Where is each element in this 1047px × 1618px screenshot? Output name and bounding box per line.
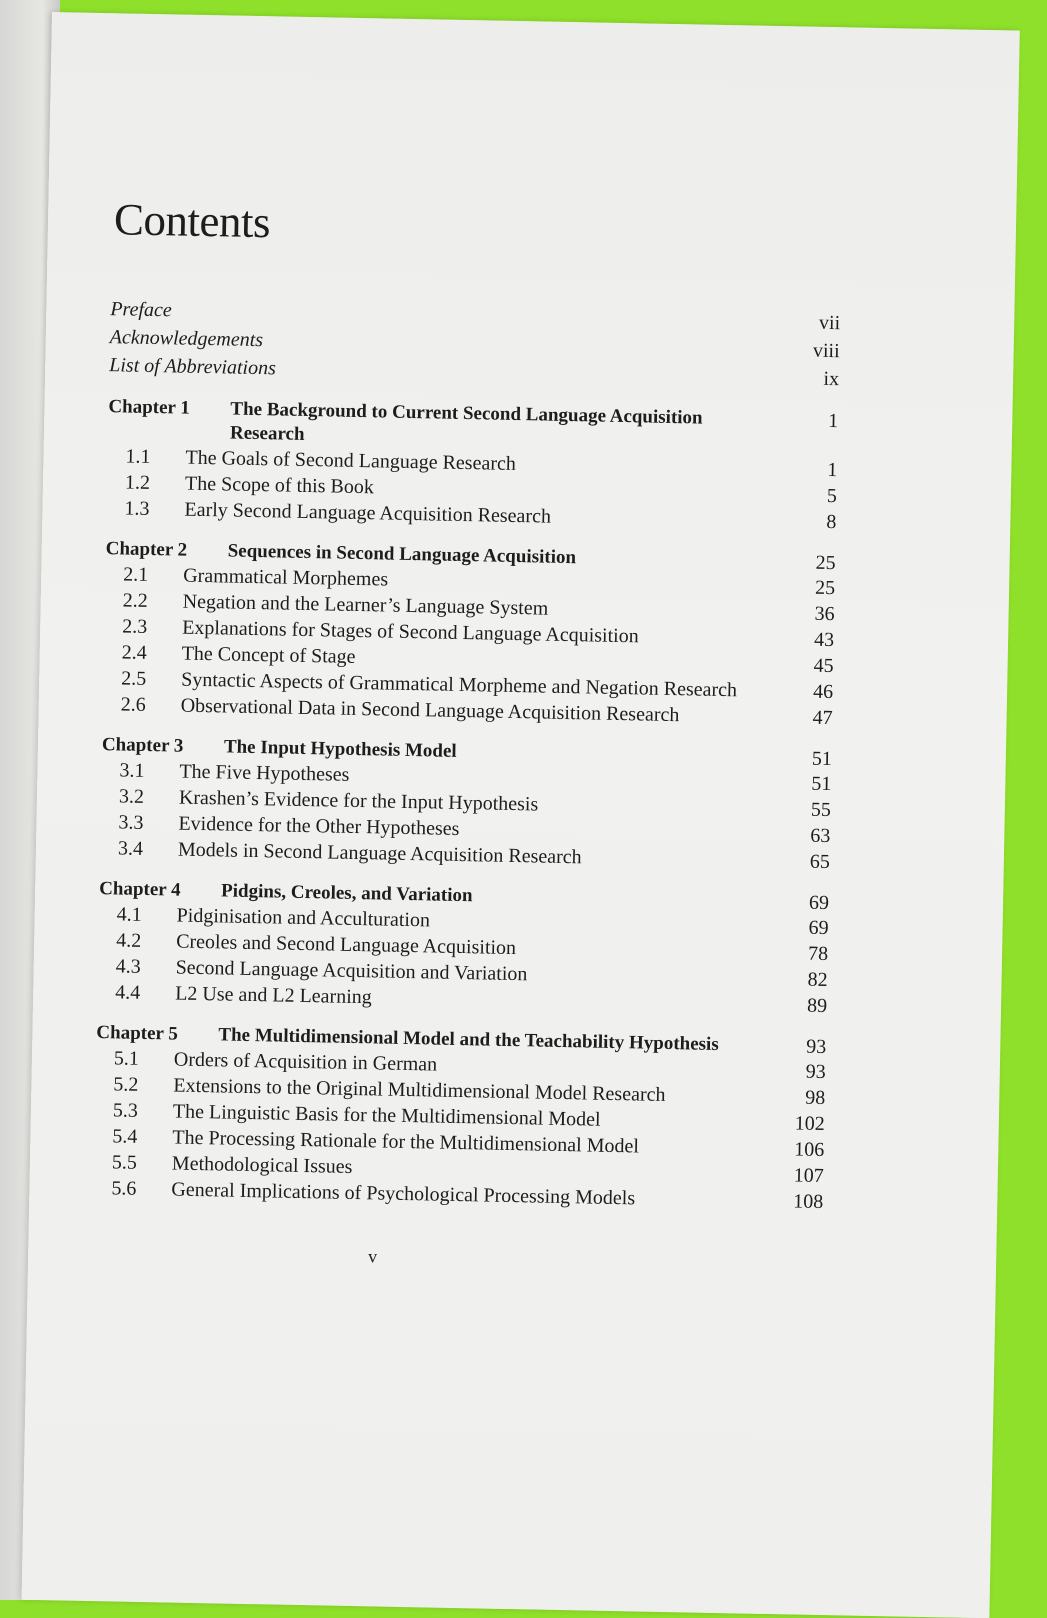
front-matter-label: Preface — [110, 298, 172, 322]
section-page: 82 — [807, 968, 828, 992]
section-number: 3.2 — [118, 785, 145, 808]
section-page: 55 — [810, 798, 832, 822]
section-page: 89 — [806, 994, 828, 1018]
chapter-title: Pidgins, Creoles, and Variation — [220, 880, 473, 907]
chapter-title: The Multidimensional Model and the Teachability Hypothesis — [218, 1024, 719, 1055]
section-number: 1.1 — [125, 445, 151, 468]
section-title: Second Language Acquisition and Variation — [175, 956, 528, 986]
section-page: 107 — [793, 1164, 825, 1188]
section-number: 2.4 — [121, 641, 147, 664]
chapter-block — [97, 877, 829, 1019]
section-page: 106 — [794, 1138, 825, 1162]
chapter-list — [93, 395, 838, 1215]
section-page: 47 — [812, 706, 833, 730]
section-page: 8 — [826, 510, 837, 534]
chapter-label: Chapter 1 — [108, 396, 191, 419]
section-number: 5.2 — [113, 1073, 139, 1096]
section-number: 4.1 — [116, 903, 142, 926]
front-matter-label: List of Abbreviations — [109, 354, 277, 380]
section-title: The Linguistic Basis for the Multidimensional Model — [172, 1100, 601, 1131]
chapter-title: Sequences in Second Language Acquisition — [227, 540, 577, 569]
section-page: 69 — [808, 916, 829, 940]
chapter-title: The Input Hypothesis Model — [223, 736, 457, 762]
chapter-block — [106, 395, 838, 535]
chapter-label: Chapter 4 — [98, 878, 181, 901]
section-page: 78 — [807, 942, 829, 966]
chapter-page: 25 — [815, 551, 836, 575]
section-title: General Implications of Psychological Processing Models — [171, 1178, 636, 1210]
section-title: Grammatical Morphemes — [182, 564, 389, 591]
section-number: 4.4 — [114, 981, 141, 1004]
book-page — [22, 12, 1020, 1618]
section-title: L2 Use and L2 Learning — [174, 982, 372, 1009]
section-title: Explanations for Stages of Second Language Acquisition — [181, 616, 639, 648]
section-page: 43 — [813, 628, 835, 652]
section-page: 98 — [805, 1086, 826, 1110]
section-number: 5.3 — [112, 1099, 139, 1122]
section-number: 3.4 — [117, 837, 144, 860]
section-number: 4.2 — [115, 929, 142, 952]
section-page: 25 — [814, 576, 836, 600]
front-matter-page: viii — [812, 339, 840, 363]
section-title: Pidginisation and Acculturation — [176, 904, 431, 932]
front-matter-page: vii — [818, 311, 841, 335]
section-number: 5.5 — [111, 1151, 138, 1174]
section-number: 2.2 — [122, 589, 148, 612]
section-title: Orders of Acquisition in German — [173, 1048, 438, 1076]
front-matter-label: Acknowledgements — [109, 326, 264, 352]
chapter-page: 1 — [828, 409, 839, 433]
section-title: The Scope of this Book — [184, 472, 375, 499]
section-page: 46 — [812, 680, 834, 704]
chapter-label: Chapter 2 — [105, 538, 188, 561]
section-title: Methodological Issues — [171, 1152, 353, 1178]
contents-body — [93, 193, 842, 1215]
chapter-block — [102, 537, 835, 731]
section-title: Observational Data in Second Language Acquisition Research — [180, 694, 680, 727]
section-number: 1.3 — [124, 497, 150, 520]
section-title: The Processing Rationale for the Multidimensional Model — [172, 1126, 640, 1158]
section-title: The Five Hypotheses — [179, 760, 350, 786]
section-page: 108 — [793, 1190, 824, 1214]
section-page: 1 — [827, 458, 838, 482]
section-title: The Goals of Second Language Research — [185, 446, 517, 475]
section-title: Creoles and Second Language Acquisition — [175, 930, 517, 960]
section-number: 5.4 — [112, 1125, 138, 1148]
section-title: The Concept of Stage — [181, 642, 356, 668]
section-title: Extensions to the Original Multidimensional Model Research — [173, 1074, 666, 1106]
chapter-label: Chapter 5 — [96, 1022, 179, 1045]
section-number: 3.3 — [118, 811, 144, 834]
section-page: 51 — [811, 772, 832, 796]
section-number: 3.1 — [119, 759, 145, 782]
section-number: 5.1 — [113, 1047, 140, 1070]
section-title: Negation and the Learner’s Language System — [182, 590, 549, 620]
section-title: Models in Second Language Acquisition Research — [177, 838, 582, 869]
section-page: 102 — [794, 1112, 826, 1136]
section-title: Evidence for the Other Hypotheses — [178, 812, 460, 840]
section-page: 36 — [814, 602, 835, 626]
front-matter-list — [109, 295, 840, 393]
section-page: 5 — [826, 484, 838, 508]
section-number: 2.5 — [121, 667, 147, 690]
section-number: 2.3 — [122, 615, 148, 638]
page-title: Contents — [113, 194, 271, 248]
section-title: Early Second Language Acquisition Research — [184, 498, 552, 528]
section-number: 2.6 — [120, 693, 146, 716]
section-number: 5.6 — [111, 1177, 137, 1200]
chapter-page: 93 — [806, 1035, 827, 1059]
section-number: 4.3 — [115, 955, 141, 978]
chapter-block — [93, 1021, 826, 1215]
front-matter-page: ix — [823, 367, 840, 391]
section-title: Krashen’s Evidence for the Input Hypothesis — [178, 786, 539, 816]
section-number: 1.2 — [124, 471, 151, 494]
section-page: 65 — [809, 850, 831, 874]
chapter-page: 51 — [811, 747, 833, 771]
page-folio: v — [367, 1246, 378, 1267]
section-number: 2.1 — [123, 563, 149, 586]
chapter-block — [100, 733, 832, 875]
section-title: Syntactic Aspects of Grammatical Morpheme and Negation Research — [180, 668, 738, 702]
chapter-title: The Background to Current Second Language Acquisition Research — [229, 398, 703, 445]
chapter-label: Chapter 3 — [101, 734, 184, 757]
section-page: 93 — [805, 1060, 827, 1084]
section-page: 45 — [813, 654, 834, 678]
section-page: 63 — [810, 824, 831, 848]
chapter-page: 69 — [808, 891, 830, 915]
